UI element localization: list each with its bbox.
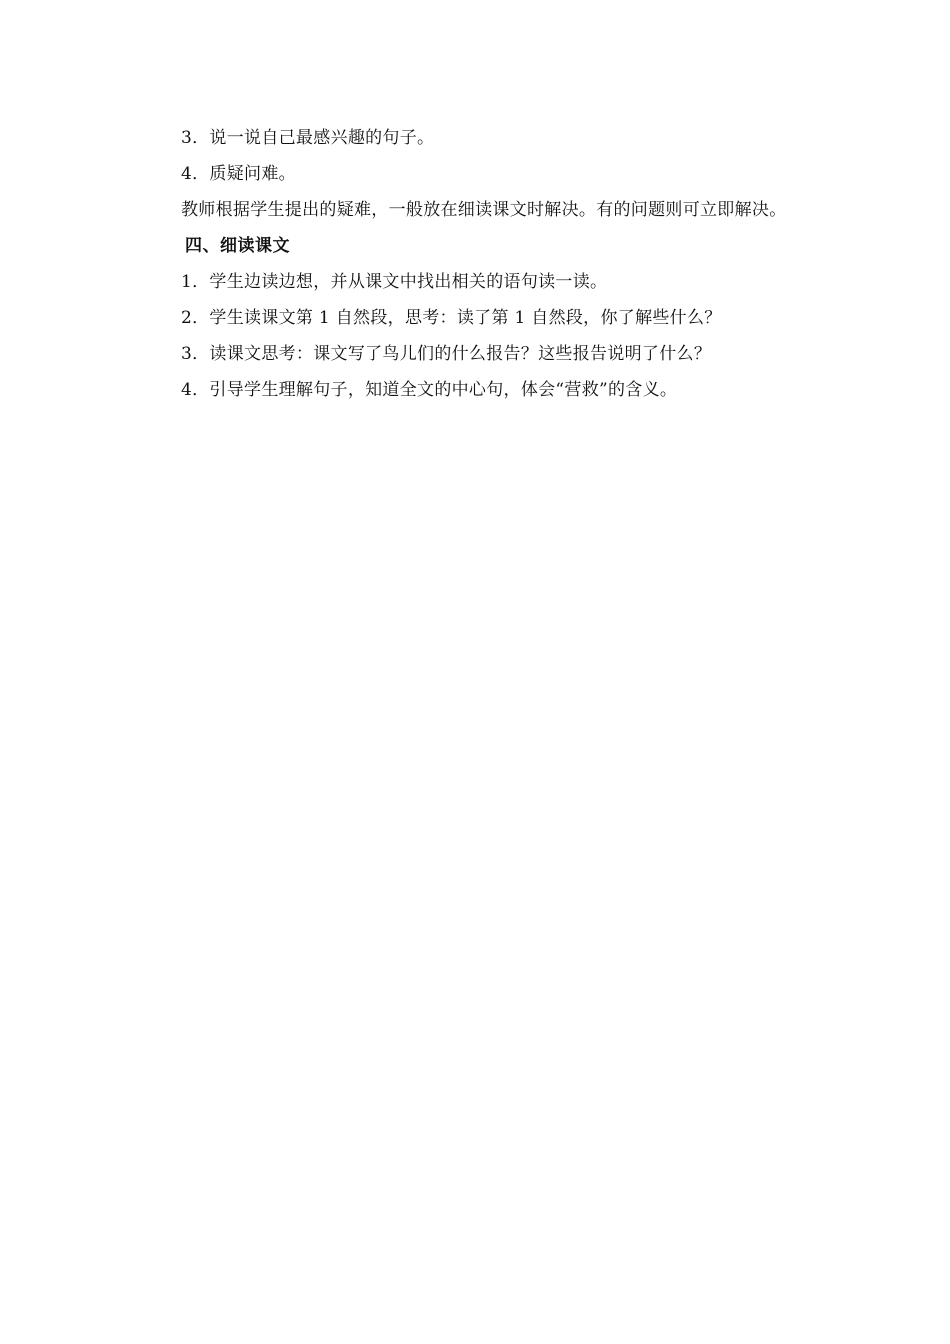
item-text: 说一说自己最感兴趣的句子。 (209, 128, 435, 148)
list-item (145, 372, 813, 408)
item-text: 学生读课文第 1 自然段，思考：读了第 1 自然段，你了解些什么？ (209, 308, 722, 328)
document-body (145, 120, 813, 408)
item-number: 4． (181, 380, 210, 400)
list-item (145, 336, 813, 372)
item-text: 学生边读边想，并从课文中找出相关的语句读一读。 (209, 272, 608, 292)
item-text: 质疑问难。 (209, 164, 296, 184)
section-heading: 四、细读课文 (185, 236, 290, 256)
item-number: 1． (181, 272, 210, 292)
item-number: 2． (181, 308, 210, 328)
list-item (145, 264, 813, 300)
item-text: 读课文思考：课文写了鸟儿们的什么报告？这些报告说明了什么？ (209, 344, 712, 364)
list-item (145, 120, 813, 156)
teacher-note-paragraph: 教师根据学生提出的疑难，一般放在细读课文时解决。有的问题则可立即解决。 (181, 200, 787, 220)
item-number: 3． (181, 344, 210, 364)
item-text: 引导学生理解句子，知道全文的中心句，体会“营救”的含义。 (209, 380, 678, 400)
list-item (145, 300, 813, 336)
item-number: 4． (181, 164, 210, 184)
item-number: 3． (181, 128, 210, 148)
list-item (145, 156, 813, 192)
